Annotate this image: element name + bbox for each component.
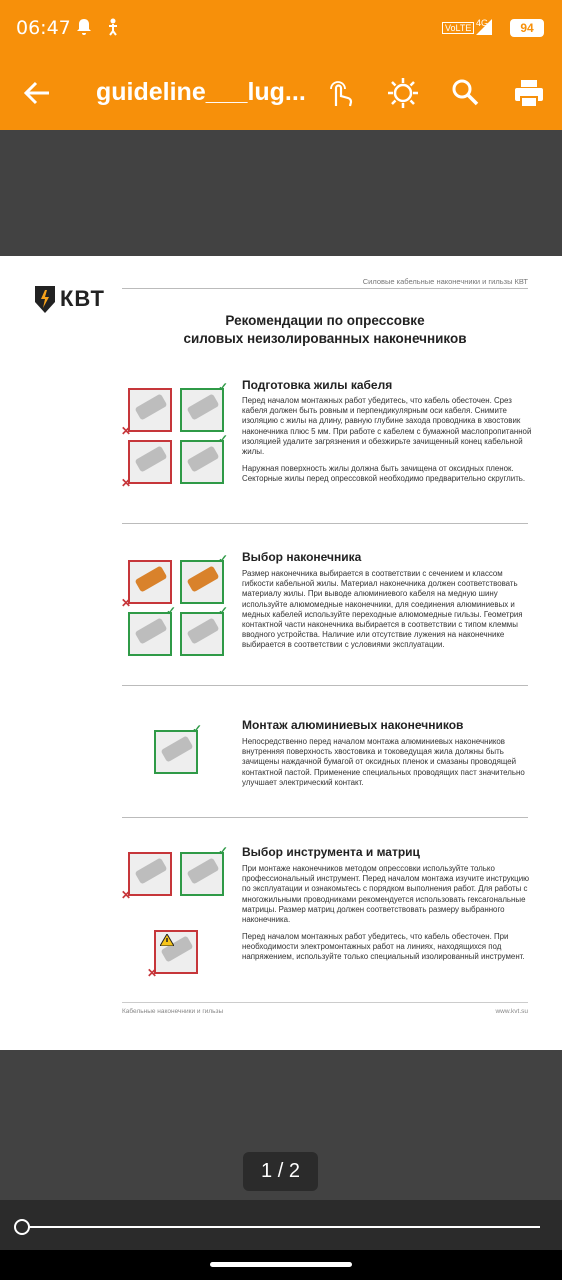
- page-indicator: 1 / 2: [243, 1152, 318, 1191]
- warning-icon: [160, 934, 174, 946]
- page-footer-left: Кабельные наконечники и гильзы: [122, 1008, 224, 1015]
- check-icon: ✓: [218, 380, 229, 394]
- cross-icon: ✕: [121, 888, 132, 902]
- check-icon: ✓: [218, 432, 229, 446]
- search-icon[interactable]: [449, 76, 483, 110]
- volte-badge: VoLTE: [442, 22, 474, 34]
- section-heading: Выбор наконечника: [242, 550, 362, 564]
- system-nav-bar: [0, 1250, 562, 1280]
- illustration-good: [180, 852, 224, 896]
- cross-icon: ✕: [147, 966, 158, 980]
- battery-level: 94: [520, 21, 534, 35]
- seekbar-thumb[interactable]: [14, 1219, 30, 1235]
- touch-icon[interactable]: [322, 76, 356, 110]
- check-icon: ✓: [192, 722, 203, 736]
- kvt-logo: [34, 284, 105, 319]
- app-bar: [0, 56, 562, 130]
- page-title: [120, 312, 530, 348]
- illustration-bad: [128, 852, 172, 896]
- cross-icon: ✕: [121, 424, 132, 438]
- check-icon: ✓: [218, 552, 229, 566]
- section-body: Перед началом монтажных работ убедитесь, что кабель обесточен. Срез кабеля должен быть ровным и перпендикулярным оси кабеля. Снимите изоляцию с жилы на длину, равную глубине захода проводника в хвостовик наконечника плюс 5 мм. При работе с кабелем с бумажной маслопропитанной изоляцией удалите загрязнения и обезжирьте зачищенный конец кабельной жилы.: [242, 396, 532, 457]
- illustration-good: [180, 560, 224, 604]
- document-title: guideline___lug...: [96, 78, 306, 106]
- illustration-good: [154, 730, 198, 774]
- section-heading: Подготовка жилы кабеля: [242, 378, 393, 392]
- section-heading: Выбор инструмента и матриц: [242, 845, 420, 859]
- illustration-bad: [128, 388, 172, 432]
- page-header-text: Силовые кабельные наконечники и гильзы КВТ: [362, 277, 528, 286]
- check-icon: ✓: [218, 844, 229, 858]
- logo-text: КВТ: [60, 286, 105, 311]
- section-heading: Монтаж алюминиевых наконечников: [242, 718, 464, 732]
- page-seekbar: [0, 1200, 562, 1250]
- accessibility-icon: [106, 18, 120, 36]
- illustration-bad: [128, 560, 172, 604]
- print-icon[interactable]: [512, 76, 546, 110]
- section-divider: [122, 523, 528, 524]
- illustration-good: [180, 388, 224, 432]
- section-body: Непосредственно перед началом монтажа алюминиевых наконечников внутренняя поверхность хвостовика и токоведущая жила должны быть зачищены наждачной бумагой от оксидных пленок и смазаны проводящей контактной пастой. Применение специальных проводящих паст значительно улучшает электрический контакт.: [242, 737, 525, 787]
- status-time: 06:47: [16, 17, 71, 39]
- notification-bell-icon: [76, 18, 92, 36]
- illustration-good: [128, 612, 172, 656]
- illustration-good: [180, 440, 224, 484]
- status-bar: [0, 0, 562, 56]
- section-body: Наружная поверхность жилы должна быть зачищена от оксидных пленок. Секторные жилы перед опрессовкой необходимо предварительно скруглить.: [242, 464, 526, 484]
- brightness-icon[interactable]: [386, 76, 420, 110]
- check-icon: ✓: [218, 604, 229, 618]
- pdf-page[interactable]: [0, 256, 562, 1050]
- section-body: Перед началом монтажных работ убедитесь, что кабель обесточен. При необходимости электромонтажных работ на линиях, находящихся под напряжением, используйте только специальный изолированный инструмент.: [242, 932, 525, 962]
- section-body: Размер наконечника выбирается в соответствии с сечением и классом гибкости кабельной жилы. Материал наконечника должен соответствовать материалу жилы. При выводе алюминиевого кабеля на медную шину используйте алюмомедные наконечники, для соединения алюминиевых и медных кабелей используйте переходные алюмомедные гильзы. Геометрия контактной части наконечника выбирается в соответствии с типом клеммы вводного устройства. Наличие или отсутствие лужения на наконечнике выбирается в соответствии с условиями эксплуатации.: [242, 569, 523, 650]
- cross-icon: ✕: [121, 476, 132, 490]
- section-divider: [122, 685, 528, 686]
- section-body: При монтаже наконечников методом опрессовки используйте только профессиональный инструмент. Перед началом монтажа изучите инструкцию по эксплуатации и ознакомьтесь с порядком выполнения работ. Для работы с многожильными проводниками рекомендуется использовать гексагональные матрицы. Размер матриц должен соответствовать размеру выбранного наконечника.: [242, 864, 530, 925]
- section-divider: [122, 817, 528, 818]
- footer-divider: [122, 1002, 528, 1003]
- title-line-1: Рекомендации по опрессовке: [225, 313, 425, 328]
- signal-icon: [474, 18, 494, 36]
- network-type: 4G: [476, 18, 489, 28]
- home-gesture-handle[interactable]: [210, 1262, 352, 1267]
- check-icon: ✓: [166, 604, 177, 618]
- seekbar-track[interactable]: [22, 1226, 540, 1228]
- title-line-2: силовых неизолированных наконечников: [183, 331, 467, 346]
- page-footer-right: www.kvt.su: [495, 1008, 528, 1015]
- header-divider: [122, 288, 528, 289]
- cross-icon: ✕: [121, 596, 132, 610]
- illustration-good: [180, 612, 224, 656]
- kvt-shield-icon: [34, 284, 56, 314]
- back-arrow-icon[interactable]: [22, 78, 52, 108]
- illustration-bad: [128, 440, 172, 484]
- battery-indicator: [510, 19, 544, 37]
